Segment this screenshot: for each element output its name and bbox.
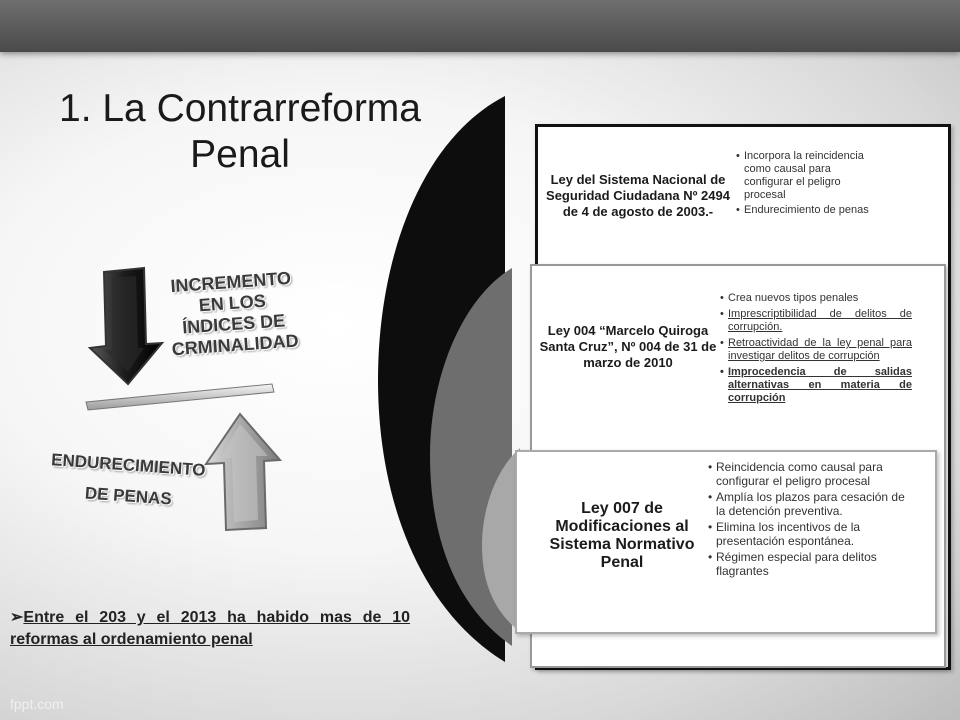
law-1-title: Ley del Sistema Nacional de Seguridad Ciudadana Nº 2494 de 4 de agosto de 2003.- bbox=[546, 172, 730, 219]
law-3-title: Ley 007 de Modificaciones al Sistema Normativo Penal bbox=[549, 500, 695, 571]
arrow-down-label-line1: ENDURECIMIENTO bbox=[50, 450, 207, 480]
list-item: • Endurecimiento de penas bbox=[734, 204, 874, 217]
list-item: • Imprescriptibilidad de delitos de corrupción. bbox=[718, 308, 912, 334]
list-item: • Retroactividad de la ley penal para investigar delitos de corrupción bbox=[718, 337, 912, 363]
list-item: • Amplía los plazos para cesación de la detención preventiva. bbox=[706, 491, 916, 518]
title-line-1: 1. La Contrarreforma bbox=[59, 87, 421, 130]
note-line-1: Entre el 203 y el 2013 ha habido mas de 10 bbox=[23, 609, 410, 626]
law-1-bullets bbox=[734, 150, 874, 219]
title-line-2: Penal bbox=[190, 133, 290, 176]
list-item: • Reincidencia como causal para configurar el peligro procesal bbox=[706, 461, 916, 488]
arrow-up-label: INCREMENTO EN LOS ÍNDICES DE CRMINALIDAD bbox=[169, 267, 300, 360]
note-bullet-icon: ➢ bbox=[10, 609, 24, 626]
reform-note bbox=[10, 608, 410, 628]
law-3-bullets bbox=[706, 461, 916, 581]
list-item: • Crea nuevos tipos penales bbox=[718, 292, 912, 305]
law-2-title: Ley 004 “Marcelo Quiroga Santa Cruz”, Nº 004 de 31 de marzo de 2010 bbox=[539, 323, 717, 370]
down-arrow-icon bbox=[90, 268, 162, 384]
list-item: • Improcedencia de salidas alternativas en materia de corrupción bbox=[718, 366, 912, 405]
list-item: • Régimen especial para delitos flagrantes bbox=[706, 551, 916, 578]
law-2-bullets bbox=[718, 292, 912, 408]
footer-brand: fppt.com bbox=[10, 696, 64, 712]
arrow-down-label-line2: DE PENAS bbox=[84, 483, 173, 509]
list-item: • Incorpora la reincidencia como causal para configurar el peligro procesal bbox=[734, 150, 874, 202]
note-line-2: reformas al ordenamiento penal bbox=[10, 631, 253, 648]
list-item: • Elimina los incentivos de la presentación espontánea. bbox=[706, 521, 916, 548]
balance-beam bbox=[86, 384, 274, 410]
